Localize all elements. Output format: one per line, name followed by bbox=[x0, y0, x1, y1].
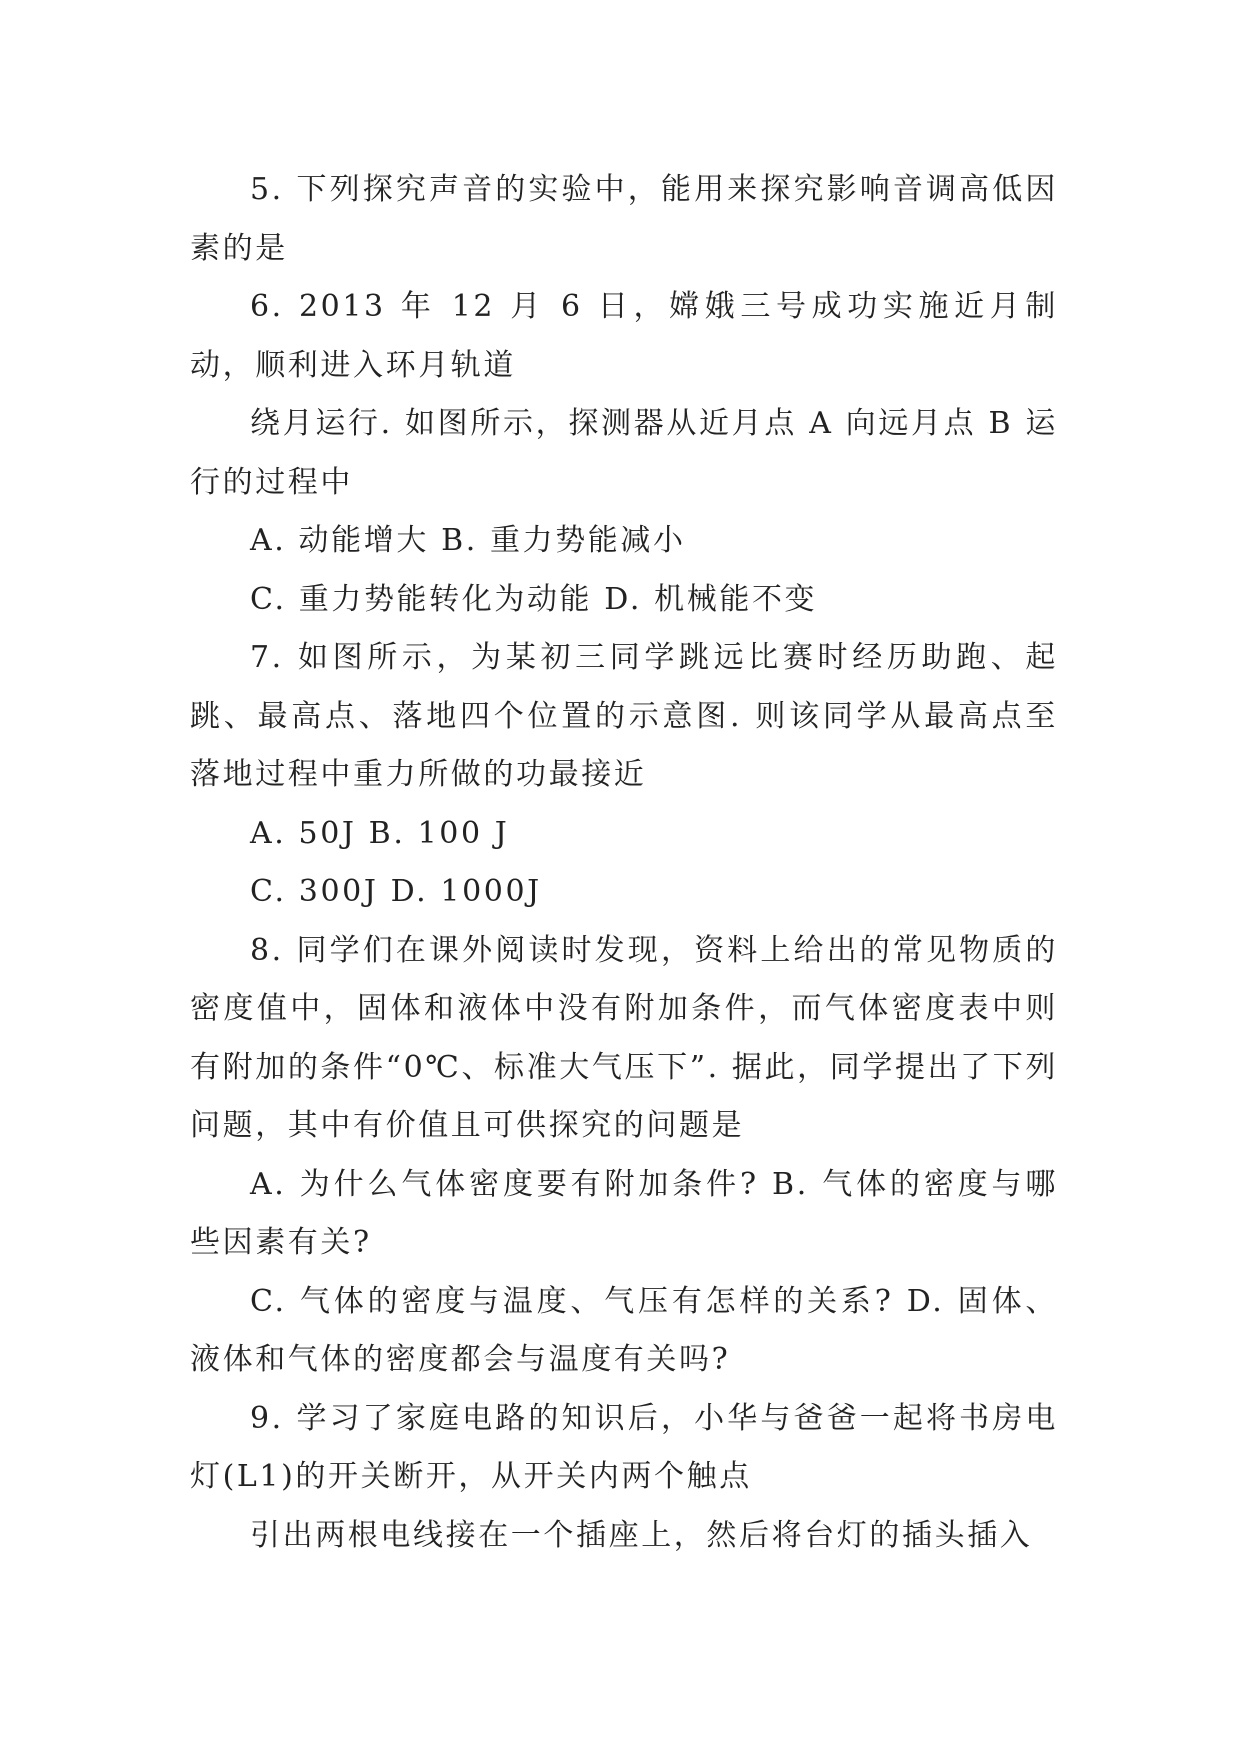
question-9-stem-continued: 引出两根电线接在一个插座上，然后将台灯的插头插入 bbox=[250, 1517, 1033, 1553]
question-7-options-cd: C. 300J D. 1000J bbox=[250, 874, 542, 909]
question-8-options-cd: C. 气体的密度与温度、气压有怎样的关系? D. 固体、液体和气体的密度都会与温度有关吗? bbox=[190, 1283, 1058, 1377]
question-5-stem: 5. 下列探究声音的实验中，能用来探究影响音调高低因素的是 bbox=[190, 172, 1058, 266]
question-6-options-cd: C. 重力势能转化为动能 D. 机械能不变 bbox=[250, 581, 818, 617]
question-6-stem: 6. 2013 年 12 月 6 日，嫦娥三号成功实施近月制动，顺利进入环月轨道 bbox=[190, 289, 1058, 383]
question-7-options-ab: A. 50J B. 100 J bbox=[250, 815, 510, 851]
question-8-options-ab: A. 为什么气体密度要有附加条件? B. 气体的密度与哪些因素有关? bbox=[190, 1166, 1058, 1260]
question-6-stem-continued: 绕月运行. 如图所示，探测器从近月点 A 向远月点 B 运行的过程中 bbox=[190, 406, 1058, 500]
question-8-stem: 8. 同学们在课外阅读时发现，资料上给出的常见物质的密度值中，固体和液体中没有附加条件，而气体密度表中则有附加的条件“0℃、标准大气压下”. 据此，同学提出了下列问题，其中有价值且可供探究的问题是 bbox=[190, 932, 1058, 1143]
question-6-options-ab: A. 动能增大 B. 重力势能减小 bbox=[250, 523, 686, 558]
document-body bbox=[190, 161, 1058, 1565]
question-7-stem: 7. 如图所示，为某初三同学跳远比赛时经历助跑、起跳、最高点、落地四个位置的示意图. 则该同学从最高点至落地过程中重力所做的功最接近 bbox=[190, 640, 1058, 792]
question-9-stem: 9. 学习了家庭电路的知识后，小华与爸爸一起将书房电灯(L1)的开关断开，从开关内两个触点 bbox=[190, 1400, 1058, 1494]
